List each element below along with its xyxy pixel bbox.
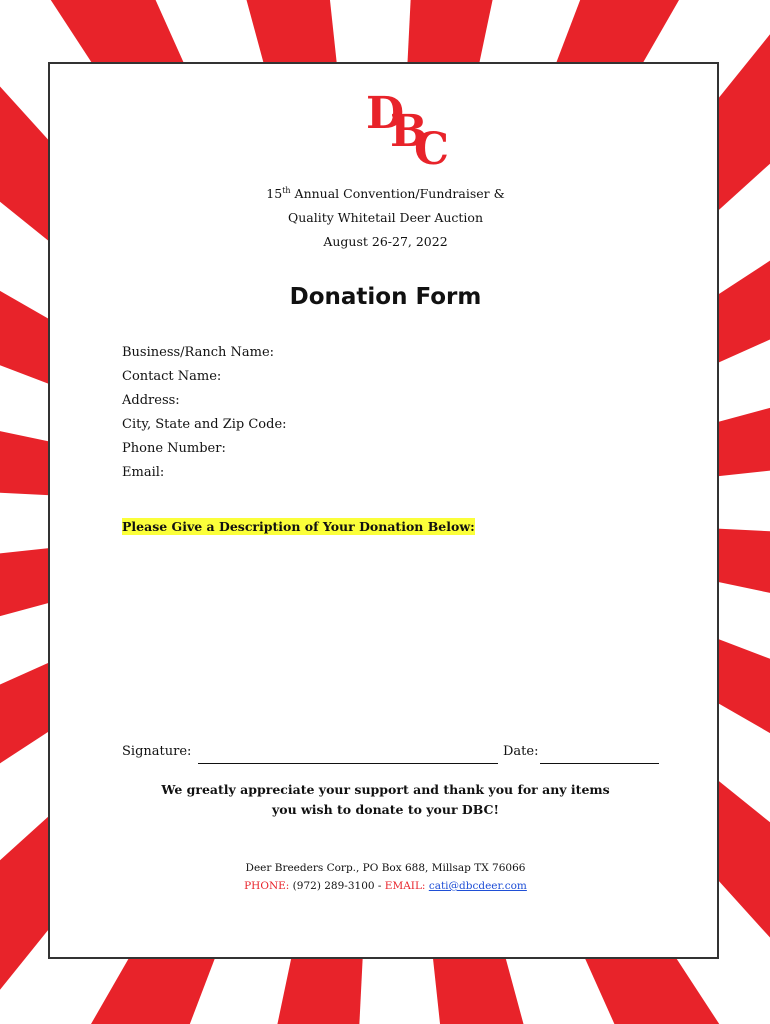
business-name-field: Business/Ranch Name:: [122, 345, 275, 360]
email-link[interactable]: cati@dbcdeer.com: [428, 880, 527, 892]
donation-form-page: [48, 62, 719, 959]
event-ordinal-suffix: th: [282, 186, 291, 195]
signature-line: [198, 763, 498, 764]
thank-you-line-2: you wish to donate to your DBC!: [272, 802, 499, 817]
footer-address: Deer Breeders Corp., PO Box 688, Millsap TX 76066: [245, 862, 526, 874]
date-label: Date:: [503, 744, 539, 759]
city-state-zip-field: City, State and Zip Code:: [122, 417, 287, 432]
logo-letter-b: B: [390, 106, 428, 157]
logo-letter-d: D: [366, 88, 405, 139]
footer-contact: [50, 880, 721, 892]
event-name: Annual Convention/Fundraiser &: [290, 186, 505, 202]
page-title: Donation Form: [289, 284, 482, 310]
email-field: Email:: [122, 465, 165, 480]
phone-number: (972) 289-3100 -: [289, 880, 385, 892]
thank-you-line-1: We greatly appreciate your support and thank you for any items: [161, 782, 610, 797]
phone-number-field: Phone Number:: [122, 441, 226, 456]
email-label: EMAIL:: [384, 880, 426, 892]
contact-name-field: Contact Name:: [122, 369, 222, 384]
date-line: [540, 763, 659, 764]
address-field: Address:: [122, 393, 180, 408]
dbc-logo: [360, 88, 450, 175]
signature-label: Signature:: [122, 744, 192, 759]
logo-letter-c: C: [414, 124, 450, 175]
event-date: August 26-27, 2022: [323, 234, 448, 249]
event-line-1: [50, 186, 721, 201]
event-line-2: Quality Whitetail Deer Auction: [287, 210, 483, 225]
event-ordinal: 15: [266, 186, 283, 202]
donation-description-prompt: Please Give a Description of Your Donation Below:: [122, 519, 475, 534]
phone-label: PHONE:: [244, 880, 290, 892]
